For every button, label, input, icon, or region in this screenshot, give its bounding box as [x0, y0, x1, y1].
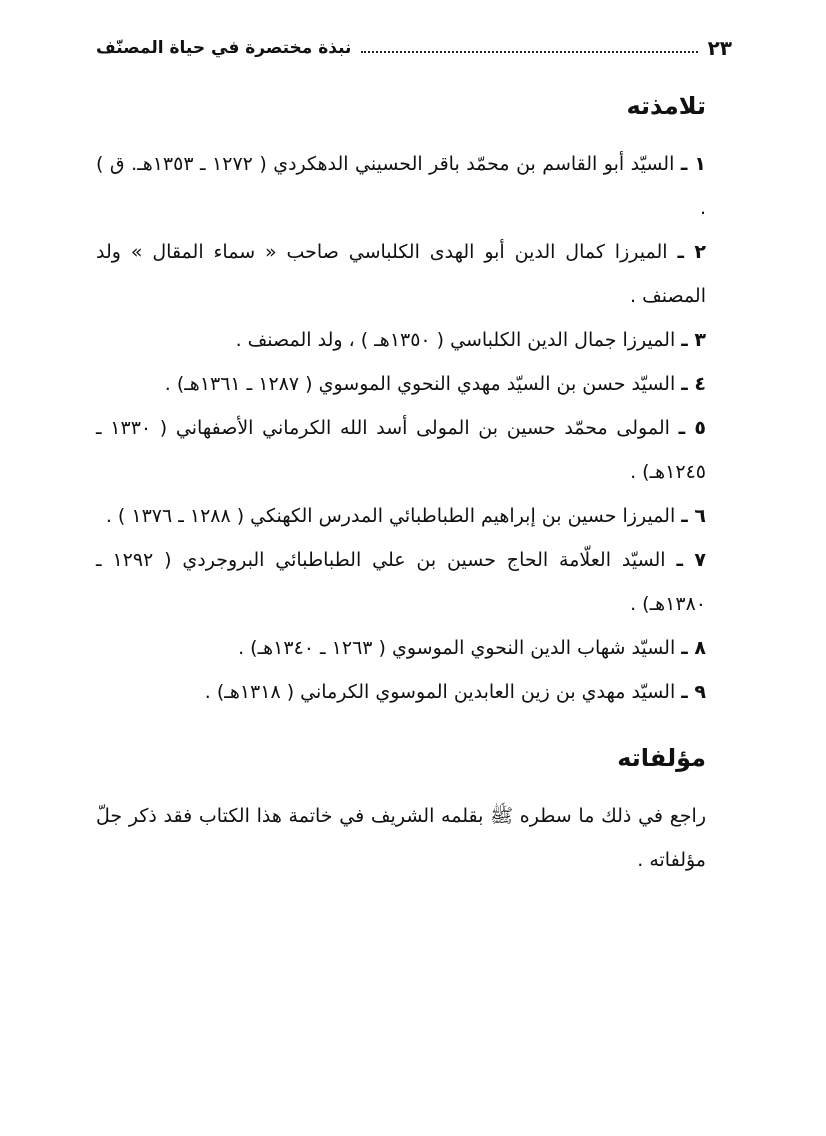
students-heading: تلامذته: [626, 92, 706, 120]
item-number: ٨ ـ: [681, 637, 706, 659]
page-body: [96, 92, 706, 882]
students-list: [96, 142, 706, 714]
list-item: [96, 142, 706, 230]
item-number: ١ ـ: [680, 153, 706, 175]
item-number: ٩ ـ: [681, 681, 706, 703]
list-item: [96, 406, 706, 494]
item-text: الميرزا حسين بن إبراهيم الطباطبائي المدرس الكهنكي ( ١٢٨٨ ـ ١٣٧٦ ) .: [105, 505, 676, 527]
works-heading: مؤلفاته: [617, 744, 706, 772]
item-text: السيّد حسن بن السيّد مهدي النحوي الموسوي ( ١٢٨٧ ـ ١٣٦١هـ) .: [164, 373, 676, 395]
page-number: ٢٣: [707, 36, 732, 60]
running-title: نبذة مختصرة في حياة المصنّف: [96, 38, 352, 58]
item-text: المولى محمّد حسين بن المولى أسد الله الكرماني الأصفهاني ( ١٣٣٠ ـ ١٢٤٥هـ) .: [96, 417, 706, 483]
item-text: السيّد العلّامة الحاج حسين بن علي الطباطبائي البروجردي ( ١٢٩٢ ـ ١٣٨٠هـ) .: [96, 549, 706, 615]
list-item: [96, 670, 706, 714]
item-number: ٢ ـ: [677, 241, 707, 263]
item-text: السيّد أبو القاسم بن محمّد باقر الحسيني الدهكردي ( ١٢٧٢ ـ ١٣٥٣هـ. ق ) .: [96, 153, 706, 219]
works-section: [96, 744, 706, 882]
item-number: ٦ ـ: [681, 505, 706, 527]
list-item: [96, 318, 706, 362]
item-number: ٤ ـ: [681, 373, 706, 395]
item-number: ٧ ـ: [676, 549, 707, 571]
item-text: السيّد مهدي بن زين العابدين الموسوي الكرماني ( ١٣١٨هـ) .: [204, 681, 676, 703]
item-text: الميرزا جمال الدين الكلباسي ( ١٣٥٠هـ ) ، ولد المصنف .: [235, 329, 676, 351]
item-number: ٣ ـ: [681, 329, 706, 351]
list-item: [96, 626, 706, 670]
leader-dots: [361, 51, 697, 53]
list-item: [96, 362, 706, 406]
item-text: الميرزا كمال الدين أبو الهدى الكلباسي صاحب « سماء المقال » ولد المصنف .: [96, 241, 706, 307]
list-item: [96, 230, 706, 318]
works-paragraph: راجع في ذلك ما سطره ﷺ بقلمه الشريف في خاتمة هذا الكتاب فقد ذكر جلّ مؤلفاته .: [96, 805, 706, 871]
item-text: السيّد شهاب الدين النحوي الموسوي ( ١٢٦٣ ـ ١٣٤٠هـ) .: [238, 637, 676, 659]
list-item: [96, 538, 706, 626]
running-header: [96, 30, 732, 66]
list-item: [96, 494, 706, 538]
item-number: ٥ ـ: [678, 417, 707, 439]
